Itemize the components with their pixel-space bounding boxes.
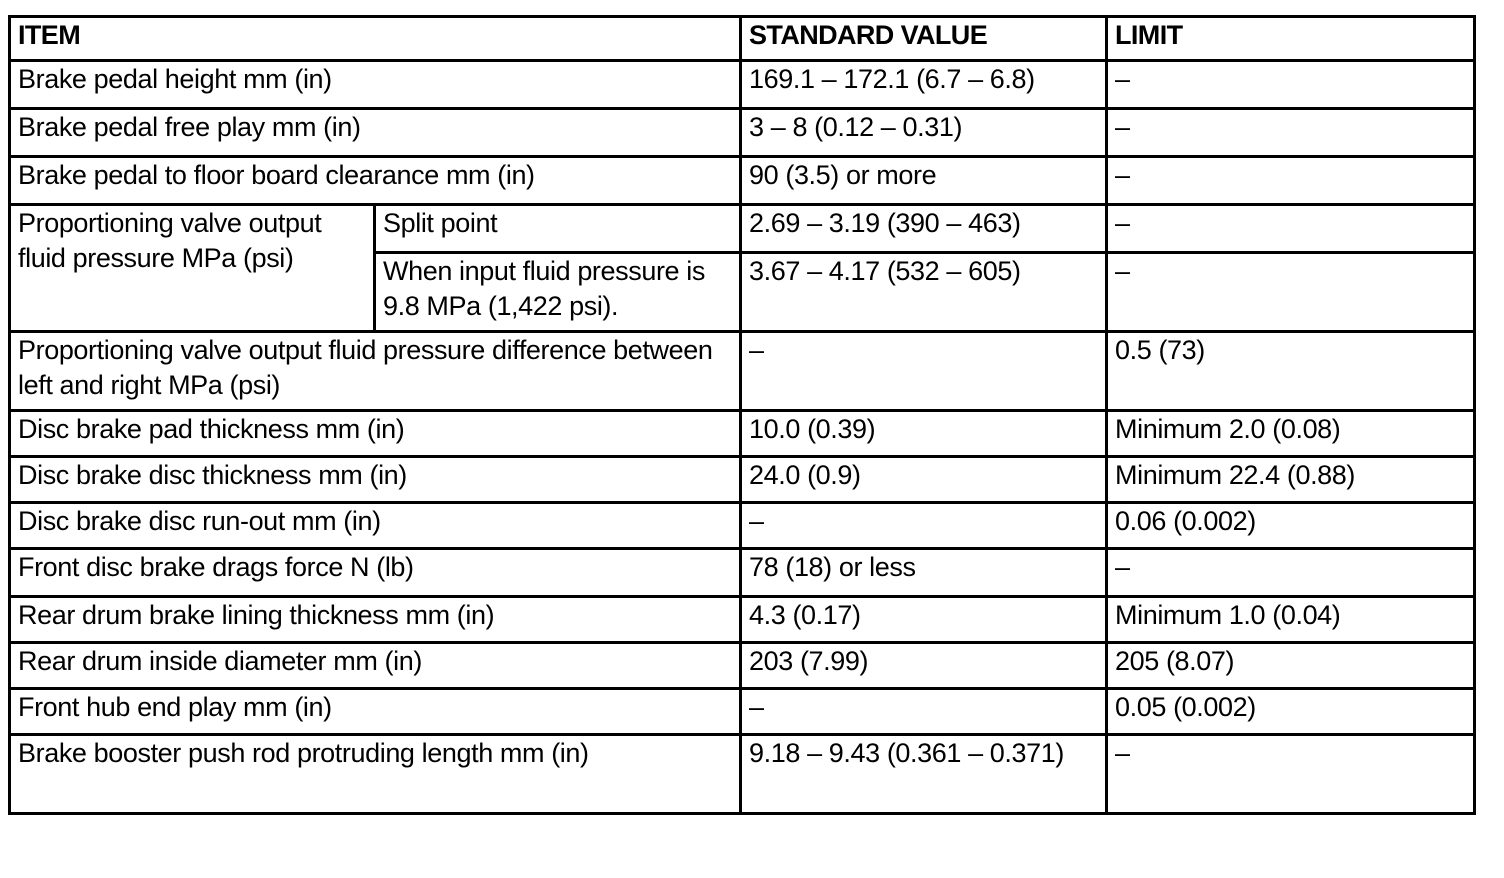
- table-row: [10, 411, 1475, 457]
- item-cell: Rear drum inside diameter mm (in): [10, 643, 741, 689]
- standard-value-cell: 78 (18) or less: [741, 549, 1107, 597]
- limit-cell: Minimum 22.4 (0.88): [1107, 457, 1475, 503]
- limit-cell: –: [1107, 735, 1475, 814]
- table-header-row: [10, 17, 1475, 61]
- item-cell-proportioning-valve: Proportioning valve output fluid pressure MPa (psi): [10, 205, 375, 332]
- standard-value-cell: 203 (7.99): [741, 643, 1107, 689]
- limit-cell: Minimum 2.0 (0.08): [1107, 411, 1475, 457]
- item-cell: Disc brake disc run-out mm (in): [10, 503, 741, 549]
- limit-cell: –: [1107, 61, 1475, 109]
- table-row: [10, 109, 1475, 157]
- table-row: [10, 157, 1475, 205]
- limit-cell: 0.05 (0.002): [1107, 689, 1475, 735]
- limit-cell: –: [1107, 205, 1475, 253]
- limit-cell: –: [1107, 253, 1475, 332]
- limit-cell: –: [1107, 109, 1475, 157]
- brake-specifications-table: [8, 15, 1476, 815]
- limit-cell: 205 (8.07): [1107, 643, 1475, 689]
- condition-cell: When input fluid pressure is 9.8 MPa (1,422 psi).: [375, 253, 741, 332]
- standard-value-cell: –: [741, 503, 1107, 549]
- table-row: [10, 61, 1475, 109]
- standard-value-cell: 169.1 – 172.1 (6.7 – 6.8): [741, 61, 1107, 109]
- table-row: [10, 205, 1475, 253]
- item-cell: Disc brake disc thickness mm (in): [10, 457, 741, 503]
- standard-value-cell: 90 (3.5) or more: [741, 157, 1107, 205]
- standard-value-cell: 9.18 – 9.43 (0.361 – 0.371): [741, 735, 1107, 814]
- standard-value-cell: 3.67 – 4.17 (532 – 605): [741, 253, 1107, 332]
- standard-value-cell: –: [741, 689, 1107, 735]
- item-cell: Brake pedal height mm (in): [10, 61, 741, 109]
- table-row: [10, 689, 1475, 735]
- table-row: [10, 457, 1475, 503]
- table-row: [10, 735, 1475, 814]
- standard-value-cell: –: [741, 332, 1107, 411]
- item-cell: Front disc brake drags force N (lb): [10, 549, 741, 597]
- table-row: [10, 332, 1475, 411]
- condition-cell: Split point: [375, 205, 741, 253]
- standard-value-cell: 10.0 (0.39): [741, 411, 1107, 457]
- standard-value-cell: 3 – 8 (0.12 – 0.31): [741, 109, 1107, 157]
- header-item: ITEM: [10, 17, 741, 61]
- header-limit: LIMIT: [1107, 17, 1475, 61]
- item-cell: Proportioning valve output fluid pressure difference between left and right MPa (psi): [10, 332, 741, 411]
- limit-cell: 0.5 (73): [1107, 332, 1475, 411]
- limit-cell: –: [1107, 549, 1475, 597]
- item-cell: Brake pedal free play mm (in): [10, 109, 741, 157]
- standard-value-cell: 4.3 (0.17): [741, 597, 1107, 643]
- table-row: [10, 549, 1475, 597]
- standard-value-cell: 2.69 – 3.19 (390 – 463): [741, 205, 1107, 253]
- header-standard-value: STANDARD VALUE: [741, 17, 1107, 61]
- standard-value-cell: 24.0 (0.9): [741, 457, 1107, 503]
- limit-cell: 0.06 (0.002): [1107, 503, 1475, 549]
- item-cell: Front hub end play mm (in): [10, 689, 741, 735]
- item-cell: Rear drum brake lining thickness mm (in): [10, 597, 741, 643]
- item-cell: Brake pedal to floor board clearance mm (in): [10, 157, 741, 205]
- table-row: [10, 503, 1475, 549]
- limit-cell: –: [1107, 157, 1475, 205]
- table-row: [10, 597, 1475, 643]
- table-row: [10, 643, 1475, 689]
- item-cell: Disc brake pad thickness mm (in): [10, 411, 741, 457]
- limit-cell: Minimum 1.0 (0.04): [1107, 597, 1475, 643]
- item-cell: Brake booster push rod protruding length mm (in): [10, 735, 741, 814]
